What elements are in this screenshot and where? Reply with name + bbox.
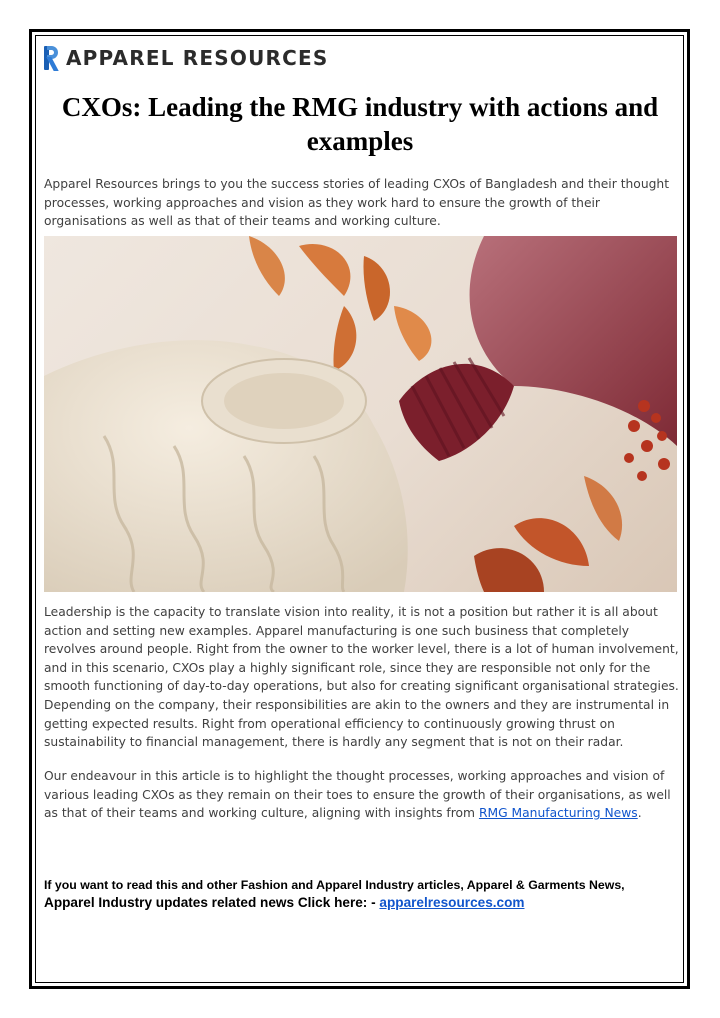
cta-line-1: If you want to read this and other Fashion and Apparel Industry articles, Apparel & Garments News, <box>44 878 625 892</box>
cta-line-2 <box>44 894 680 912</box>
sweater-photo <box>44 236 677 592</box>
article-paragraph-2 <box>44 767 680 823</box>
paragraph-2-text: Our endeavour in this article is to highlight the thought processes, working approaches and vision of various leading CXOs as they remain on their toes to ensure the growth of their organisations, as well as that of their teams and working culture, aligning with insights from <box>44 769 671 821</box>
paragraph-2-end: . <box>637 806 642 821</box>
sweater-illustration <box>44 236 677 592</box>
brand-logo[interactable] <box>44 44 328 72</box>
r-logo-icon <box>44 46 60 70</box>
article-paragraph-1: Leadership is the capacity to translate vision into reality, it is not a position but rather it is all about action and setting new examples. Apparel manufacturing is one such business that completely revolves around people. Right from the owner to the worker level, there is a lot of human involvement, and in this scenario, CXOs play a highly significant role, since they are responsible not only for the smooth functioning of day-to-day operations, but also for creating significant organisational strategies. Depending on the company, their responsibilities are akin to the owners and they are instrumental in getting expected results. Right from operational efficiency to continuously growing thrust on sustainability to financial management, there is hardly any segment that is not on their radar. <box>44 605 679 750</box>
article-title: CXOs: Leading the RMG industry with actions and examples <box>61 92 659 156</box>
call-to-action <box>44 877 680 912</box>
cta-line-2-text: Apparel Industry updates related news Click here: - <box>44 895 380 910</box>
article-intro: Apparel Resources brings to you the success stories of leading CXOs of Bangladesh and their thought processes, working approaches and vision as they work hard to ensure the growth of their organisations as well as that of their teams and working culture. <box>44 177 670 229</box>
brand-name: APPAREL RESOURCES <box>66 46 329 70</box>
rmg-manufacturing-news-link[interactable]: RMG Manufacturing News <box>478 806 638 821</box>
apparelresources-link[interactable]: apparelresources.com <box>379 895 525 910</box>
